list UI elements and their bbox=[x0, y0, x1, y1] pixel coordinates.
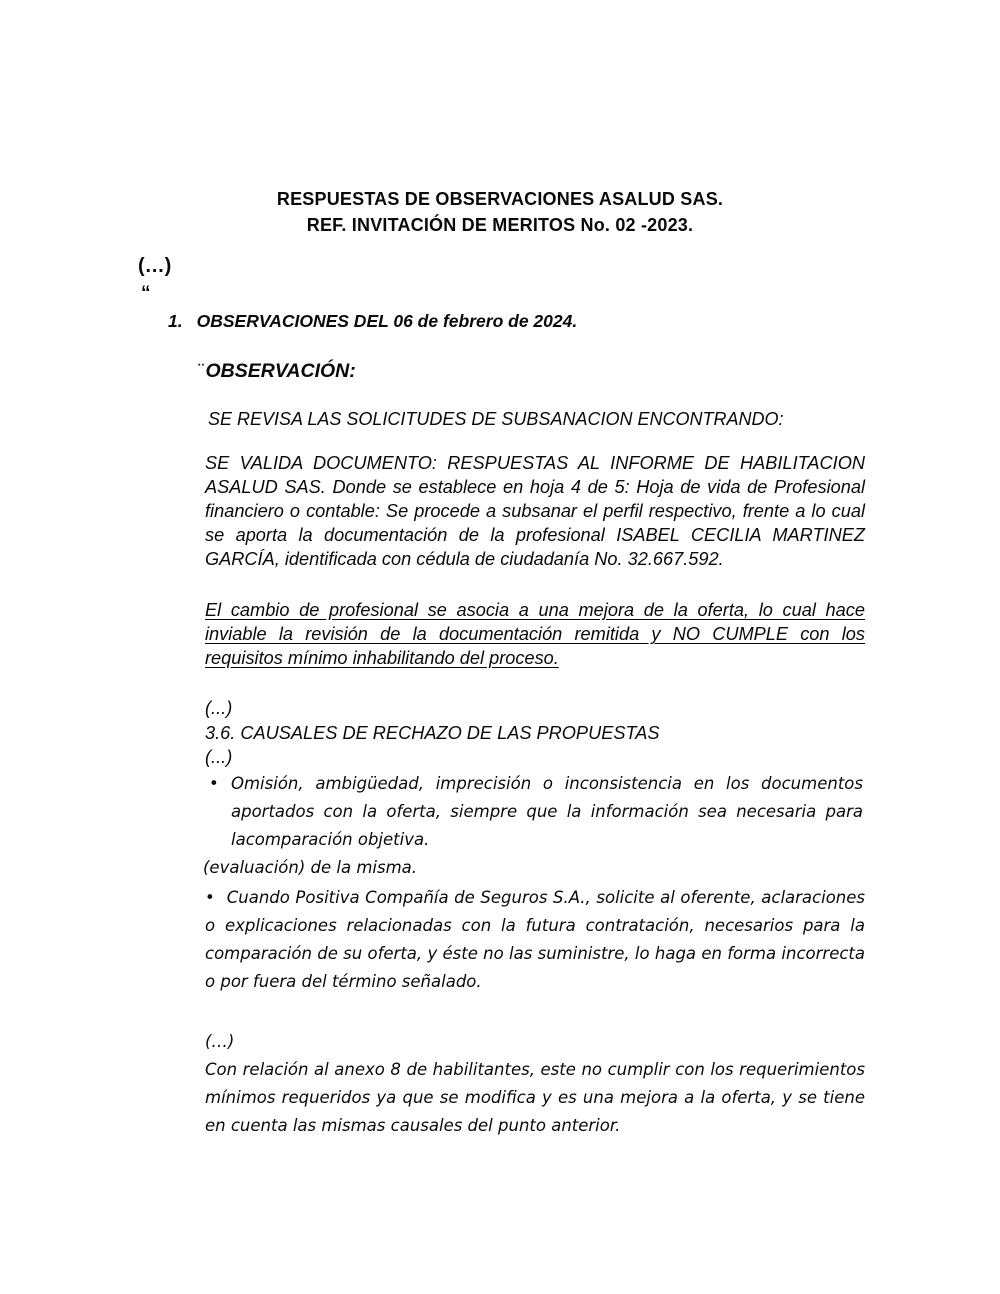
section-block bbox=[205, 696, 659, 770]
revision-line: SE REVISA LAS SOLICITUDES DE SUBSANACION ENCONTRANDO: bbox=[208, 409, 784, 429]
underlined-paragraph: El cambio de profesional se asocia a una mejora de la oferta, lo cual hace inviable la revisión de la documentación remitida y NO CUMPLE con los requisitos mínimo inhabilitando del proceso. bbox=[205, 600, 865, 668]
closing-paragraph: Con relación al anexo 8 de habilitantes, este no cumplir con los requerimientos mínimos requeridos ya que se modifica y es una mejora a la oferta, y se tiene en cuenta las mismas causales del punto anterior. bbox=[205, 1060, 865, 1135]
observation-label: OBSERVACIÓN: bbox=[205, 360, 356, 382]
validation-paragraph: SE VALIDA DOCUMENTO: RESPUESTAS AL INFORME DE HABILITACION ASALUD SAS. Donde se establece en hoja 4 de 5: Hoja de vida de Profesional financiero o contable: Se procede a subsanar el perfil respectivo, frente a lo cual se aporta la documentación de la profesional ISABEL CECILIA MARTINEZ GARCÍA, identificada con cédula de ciudadanía No. 32.667.592. bbox=[205, 453, 865, 569]
numbered-heading-number: 1. bbox=[168, 311, 183, 331]
bullet-item-omission-text: Omisión, ambigüedad, imprecisión o inconsistencia en los documentos aportados con la oferta, siempre que la información sea necesaria para lacomparación objetiva. bbox=[231, 774, 863, 849]
bullet-icon: • bbox=[205, 888, 215, 907]
bullet-item-omission bbox=[207, 770, 863, 854]
observation-heading bbox=[197, 360, 356, 383]
document-title bbox=[0, 186, 1000, 238]
ellipsis-marker-mid-1: (...) bbox=[205, 698, 233, 718]
section-heading: 3.6. CAUSALES DE RECHAZO DE LAS PROPUESTAS bbox=[205, 722, 660, 743]
ellipsis-marker-bottom: (…) bbox=[205, 1032, 235, 1051]
evaluation-line: (evaluación) de la misma. bbox=[203, 858, 418, 877]
numbered-heading-text: OBSERVACIONES DEL 06 de febrero de 2024. bbox=[196, 311, 578, 331]
ellipsis-marker-top: (…) bbox=[138, 255, 172, 277]
document-title-line2: REF. INVITACIÓN DE MERITOS No. 02 -2023. bbox=[306, 215, 694, 235]
opening-quote-mark: “ bbox=[141, 283, 151, 304]
document-title-line1: RESPUESTAS DE OBSERVACIONES ASALUD SAS. bbox=[276, 189, 724, 209]
bullet-item-positiva-text: Cuando Positiva Compañía de Seguros S.A., solicite al oferente, aclaraciones o explicaciones relacionadas con la futura contratación, necesarios para la comparación de su oferta, y éste no las suministre, lo haga en forma incorrecta o por fuera del término señalado. bbox=[205, 888, 865, 991]
numbered-heading bbox=[168, 311, 577, 332]
ellipsis-marker-mid-2: (...) bbox=[205, 747, 233, 767]
observation-prefix-mark: ¨ bbox=[197, 360, 204, 382]
bullet-item-positiva bbox=[205, 884, 865, 996]
bullet-icon: • bbox=[209, 774, 219, 793]
